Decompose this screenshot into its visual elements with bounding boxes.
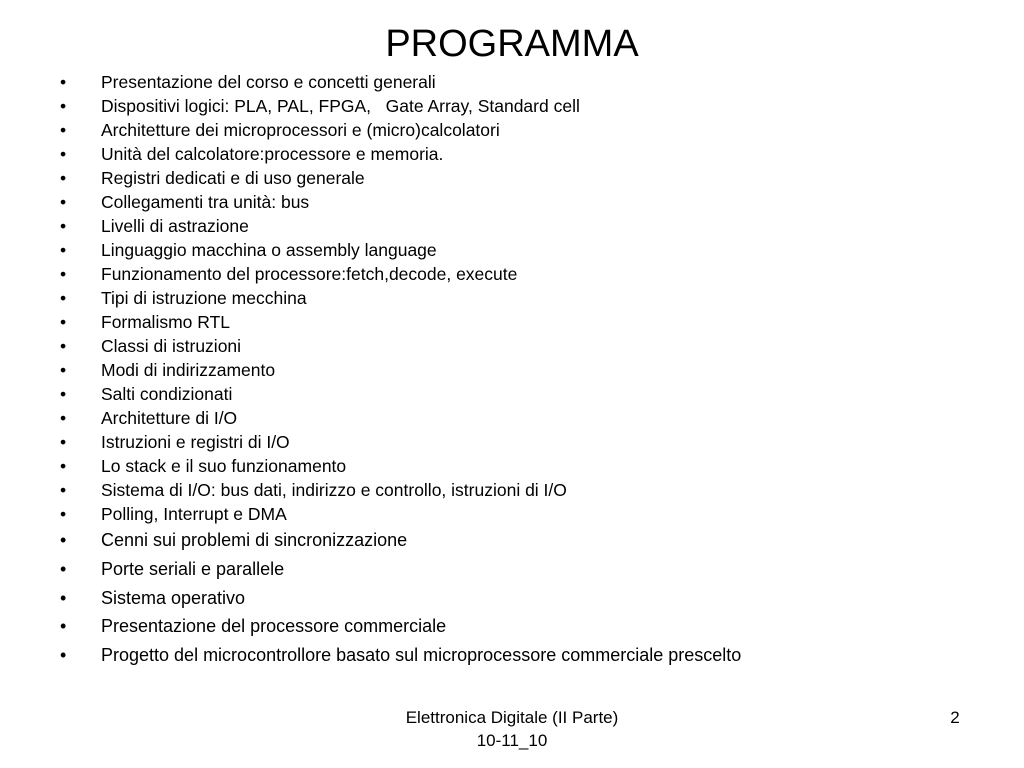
bullet-icon: •: [60, 216, 67, 236]
bullet-icon: •: [60, 645, 67, 666]
footer-course-title: Elettronica Digitale (II Parte): [405, 708, 619, 727]
bullet-icon: •: [60, 240, 67, 260]
bullet-icon: •: [60, 480, 67, 500]
list-item-text: Unità del calcolatore:processore e memoria.: [101, 144, 444, 164]
bullet-icon: •: [60, 432, 67, 452]
list-item-text: Dispositivi logici: PLA, PAL, FPGA, Gate Array, Standard cell: [101, 96, 580, 116]
list-item-text: Architetture di I/O: [101, 408, 238, 428]
bullet-icon: •: [60, 312, 67, 332]
bullet-icon: •: [60, 144, 67, 164]
list-item-text: Presentazione del corso e concetti generali: [101, 72, 436, 92]
bullet-icon: •: [60, 288, 67, 308]
list-item-text: Istruzioni e registri di I/O: [101, 432, 290, 452]
bullet-icon: •: [60, 360, 67, 380]
list-item-text: Progetto del microcontrollore basato sul microprocessore commerciale prescelto: [101, 645, 742, 666]
bullet-icon: •: [60, 530, 67, 550]
list-item-text: Registri dedicati e di uso generale: [101, 168, 365, 188]
list-item-text: Lo stack e il suo funzionamento: [101, 456, 347, 476]
list-item-text: Sistema operativo: [101, 587, 246, 608]
bullet-icon: •: [60, 384, 67, 404]
bullet-icon: •: [60, 120, 67, 140]
page-number: 2: [950, 708, 960, 727]
list-item-text: Salti condizionati: [101, 384, 233, 404]
list-item-text: Cenni sui problemi di sincronizzazione: [101, 530, 408, 550]
list-item-text: Sistema di I/O: bus dati, indirizzo e controllo, istruzioni di I/O: [101, 480, 567, 500]
list-item-text: Classi di istruzioni: [101, 336, 242, 356]
list-item-text: Porte seriali e parallele: [101, 558, 285, 579]
bullet-icon: •: [60, 587, 67, 608]
list-item-text: Presentazione del processore commerciale: [101, 616, 447, 637]
slide-title: PROGRAMMA: [385, 23, 639, 65]
footer-course-date: 10-11_10: [476, 731, 548, 750]
bullet-icon: •: [60, 616, 67, 637]
bullet-icon: •: [60, 504, 67, 524]
bullet-icon: •: [60, 264, 67, 284]
list-item-text: Funzionamento del processore:fetch,decode, execute: [101, 264, 518, 284]
list-item-text: Livelli di astrazione: [101, 216, 249, 236]
list-item-text: Polling, Interrupt e DMA: [101, 504, 287, 524]
bullet-icon: •: [60, 192, 67, 212]
list-item-text: Formalismo RTL: [101, 312, 231, 332]
bullet-icon: •: [60, 456, 67, 476]
list-item-text: Architetture dei microprocessori e (micro)calcolatori: [101, 120, 500, 140]
list-item-text: Tipi di istruzione mecchina: [101, 288, 307, 308]
bullet-icon: •: [60, 72, 67, 92]
bullet-icon: •: [60, 168, 67, 188]
list-item-text: Collegamenti tra unità: bus: [101, 192, 310, 212]
footer-course: [362, 706, 662, 752]
bullet-icon: •: [60, 336, 67, 356]
list-item-text: Modi di indirizzamento: [101, 360, 276, 380]
bullet-icon: •: [60, 408, 67, 428]
list-item-text: Linguaggio macchina o assembly language: [101, 240, 437, 260]
bullet-icon: •: [60, 558, 67, 579]
bullet-icon: •: [60, 96, 67, 116]
